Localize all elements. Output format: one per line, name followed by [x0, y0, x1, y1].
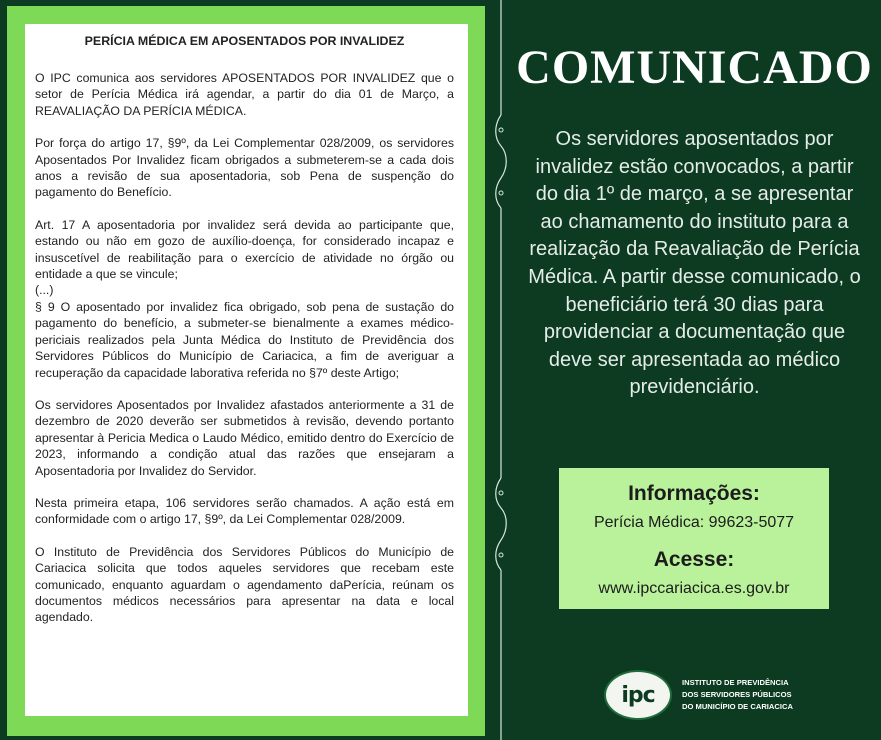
ipc-logo	[604, 667, 864, 723]
logo-mark: ipc	[621, 682, 655, 708]
announcement-message: Os servidores aposentados por invalidez estão convocados, a partir do dia 1º de março, a se apresentar ao chamamento do instituto para a realização da Reavaliação de Perícia Médica. A partir desse comunicado, o beneficiário terá 30 dias para providenciar a documentação que deve ser apresentada ao médico previdenciário.	[528, 128, 861, 399]
info-box	[559, 468, 829, 609]
logo-line-3: DO MUNICÍPIO DE CARIACICA	[682, 702, 793, 711]
ipc-logo-icon	[604, 670, 672, 720]
phone-number: Perícia Médica: 99623-5077	[593, 514, 795, 531]
paragraph-ellipsis: (...)	[35, 283, 54, 298]
paragraph-revision-requirement: Os servidores Aposentados por Invalidez afastados anteriormente a 31 de dezembro de 2020 deverão ser submetidos à revisão, devendo portanto apresentar à Pericia Medica o Laudo Médico, emitido dentro do Exercício de 2023, informando a condição atual das razões que ensejaram a Aposentadoria por Invalidez do Servidor.	[35, 397, 454, 478]
website-link[interactable]: www.ipccariacica.es.gov.br	[598, 580, 790, 597]
logo-line-1: INSTITUTO DE PREVIDÊNCIA	[682, 678, 789, 687]
document-page	[25, 24, 468, 716]
announcement-panel	[508, 0, 881, 740]
info-title: Informações:	[628, 482, 760, 505]
access-title: Acesse:	[653, 548, 735, 571]
paragraph-legal-basis: Por força do artigo 17, §9º, da Lei Complementar 028/2009, os servidores Aposentados Por Invalidez ficam obrigados a submeterem-se a cada dois anos a revisão de sua aposentadoria, sob Pena de suspenção do pagamento do Benefício.	[35, 136, 454, 200]
paragraph-first-stage: Nesta primeira etapa, 106 servidores serão chamados. A ação está em conformidade com o artigo 17, §9º, da Lei Complementar 028/2009.	[35, 495, 454, 527]
paragraph-section-9: § 9 O aposentado por invalidez fica obrigado, sob pena de sustação do pagamento do benefício, a submeter-se bienalmente a exames médico-periciais realizados pela Junta Médica do Instituto de Previdência dos Servidores Públicos do Município de Cariacica, a fim de averiguar a recuperação da capacidade laborativa referida no §7º deste Artigo;	[35, 299, 454, 380]
ornamental-flourish-icon	[494, 0, 508, 740]
document-title: PERÍCIA MÉDICA EM APOSENTADOS POR INVALIDEZ	[84, 34, 405, 48]
paragraph-instructions: O Instituto de Previdência dos Servidores Públicos do Município de Cariacica solicita que todos aqueles servidores que recebam este comunicado, enquanto aguardam o agendamento daPerícia, reúnam os documentos médicos necessários para apresentar na data e local agendado.	[35, 544, 454, 625]
logo-text	[682, 677, 793, 713]
logo-line-2: DOS SERVIDORES PÚBLICOS	[682, 690, 792, 699]
paragraph-article-17: Art. 17 A aposentadoria por invalidez será devida ao participante que, estando ou não em gozo de auxílio-doença, for considerado incapaz e insuscetível de reabilitação para o exercício de atividade no órgão ou entidade a que se vincule;	[35, 217, 454, 282]
headline: COMUNICADO	[516, 41, 873, 94]
paragraph-announcement: O IPC comunica aos servidores APOSENTADOS POR INVALIDEZ que o setor de Perícia Médica irá agendar, a partir do dia 01 de Março, a REAVALIAÇÃO DA PERÍCIA MÉDICA.	[35, 71, 454, 118]
